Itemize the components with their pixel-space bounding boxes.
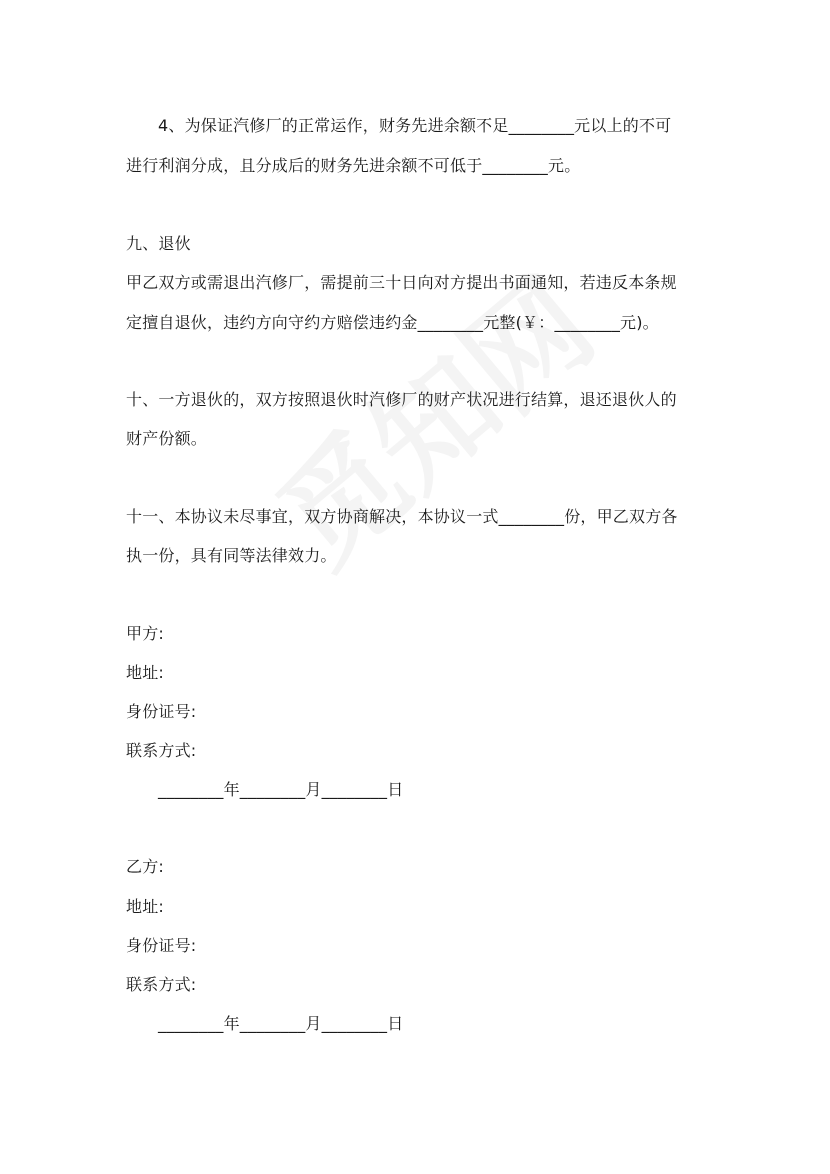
party-a-contact-label: 联系方式: xyxy=(126,741,197,760)
party-b-contact-label: 联系方式: xyxy=(126,975,197,994)
party-a-address-label: 地址: xyxy=(126,663,164,682)
party-b-date: ________年________月________日 xyxy=(158,1014,404,1033)
party-a-id-label: 身份证号: xyxy=(126,702,197,721)
party-b-address-label: 地址: xyxy=(126,897,164,916)
clause-10-line-2: 财产份额。 xyxy=(126,429,208,448)
clause-8-4-line-1: 4、为保证汽修厂的正常运作，财务先进余额不足________元以上的不可 xyxy=(158,116,672,135)
clause-11-line-1: 十一、本协议未尽事宜，双方协商解决，本协议一式________份，甲乙双方各 xyxy=(126,507,678,526)
party-a-date: ________年________月________日 xyxy=(158,780,404,799)
clause-9-line-2: 定擅自退伙，违约方向守约方赔偿违约金________元整(￥：________元)。 xyxy=(126,313,659,332)
clause-10-line-1: 十、一方退伙的，双方按照退伙时汽修厂的财产状况进行结算，退还退伙人的 xyxy=(126,390,677,409)
clause-8-4-line-2: 进行利润分成，且分成后的财务先进余额不可低于________元。 xyxy=(126,156,581,175)
clause-11-line-2: 执一份，具有同等法律效力。 xyxy=(126,546,337,565)
clause-9-line-1: 甲乙双方或需退出汽修厂，需提前三十日向对方提出书面通知，若违反本条规 xyxy=(126,273,677,292)
party-b-id-label: 身份证号: xyxy=(126,936,197,955)
clause-9-title: 九、退伙 xyxy=(126,234,191,253)
party-b-label: 乙方: xyxy=(126,857,164,876)
party-a-label: 甲方: xyxy=(126,624,164,643)
